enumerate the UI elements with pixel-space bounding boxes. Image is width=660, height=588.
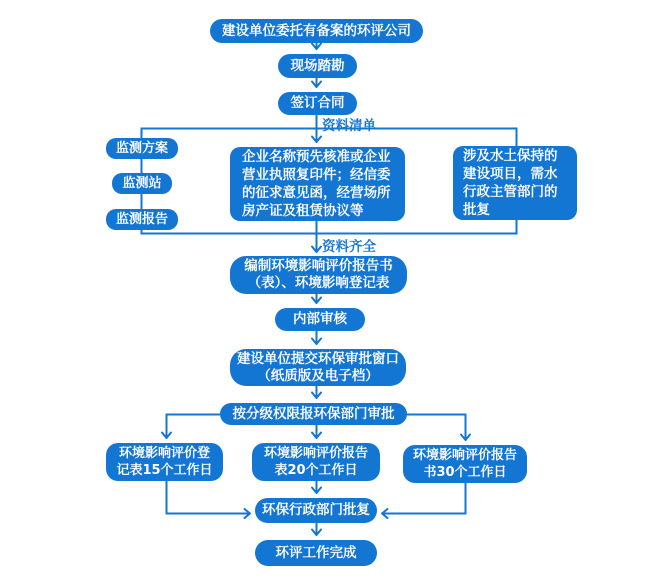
edge-label-material-list: 资料清单 (322, 118, 376, 134)
edge-levels-register15 (167, 415, 221, 439)
edge-levels-book30 (407, 415, 466, 441)
node-submit-window: 建设单位提交环保审批窗口（纸质版及电子档） (230, 349, 406, 386)
node-internal-review: 内部审核 (275, 308, 365, 331)
node-entrust: 建设单位委托有备案的环评公司 (210, 19, 423, 43)
node-report-book-30: 环境影响评价报告书30个工作日 (403, 445, 527, 483)
edge-register15-approval (167, 481, 251, 514)
node-monitor-report: 监测报告 (106, 209, 178, 230)
node-materials: 企业名称预先核准或企业营业执照复印件；经信委的征求意见函，经营场所房产证及租赁协议等 (230, 147, 405, 221)
node-monitor-station: 监测站 (112, 173, 172, 194)
node-admin-approval: 环保行政部门批复 (255, 498, 377, 523)
node-compile: 编制环境影响评价报告书（表）、环境影响登记表 (230, 256, 407, 294)
node-sign-contract: 签订合同 (278, 92, 357, 115)
node-register-form-15: 环境影响评价登记表15个工作日 (106, 443, 223, 481)
node-monitor-plan: 监测方案 (106, 138, 178, 159)
node-report-form-20: 环境影响评价报告表20个工作日 (252, 443, 380, 481)
edge-label-material-complete: 资料齐全 (322, 239, 376, 255)
node-site-survey: 现场踏勘 (278, 54, 357, 78)
node-water-approval: 涉及水土保持的建设项目，需水行政主管部门的批复 (453, 146, 577, 220)
node-complete: 环评工作完成 (255, 540, 377, 566)
node-report-by-level: 按分级权限报环保部门审批 (220, 403, 407, 425)
edge-book30-approval (382, 483, 466, 514)
